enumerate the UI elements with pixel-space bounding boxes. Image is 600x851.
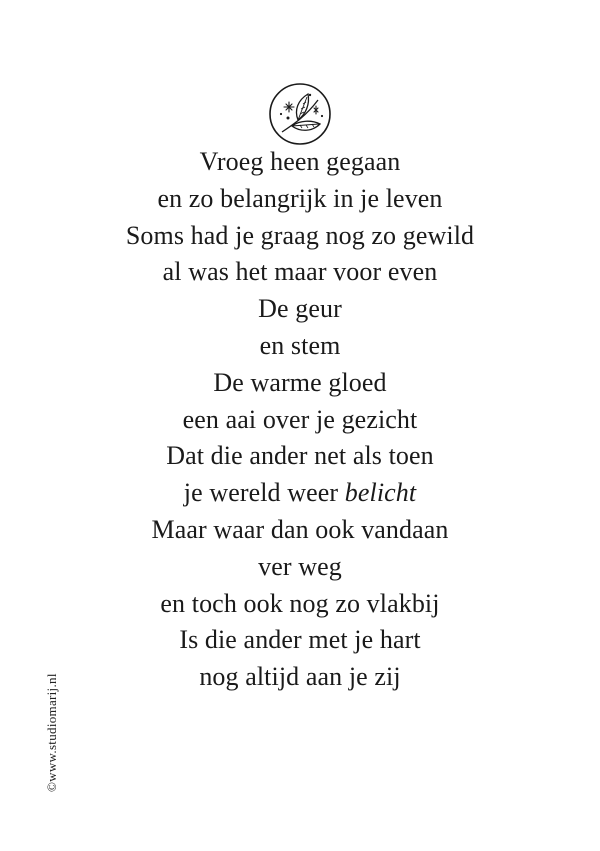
poem-line bbox=[0, 475, 600, 512]
poem-line: De geur bbox=[258, 294, 342, 324]
poem-line: Soms had je graag nog zo gewild bbox=[125, 220, 475, 250]
poem bbox=[0, 144, 600, 696]
poem-line: Maar waar dan ook vandaan bbox=[151, 514, 449, 544]
poem-line: nog altijd aan je zij bbox=[199, 662, 401, 692]
poem-line: Dat die ander net als toen bbox=[166, 441, 434, 471]
leaf-branch-stars-icon bbox=[268, 82, 332, 146]
poem-line: Vroeg heen gegaan bbox=[199, 147, 401, 176]
copyright-credit: ©www.studiomarij.nl bbox=[44, 673, 59, 792]
poem-line-italic-word: belicht bbox=[344, 478, 417, 508]
poem-line: De warme gloed bbox=[213, 367, 387, 397]
poem-line: al was het maar voor even bbox=[162, 257, 438, 287]
poem-line: een aai over je gezicht bbox=[182, 404, 418, 434]
poem-line: ver weg bbox=[258, 551, 342, 581]
poem-line: en stem bbox=[259, 330, 341, 360]
poem-line: en toch ook nog zo vlakbij bbox=[160, 588, 440, 618]
poem-line: en zo belangrijk in je leven bbox=[157, 183, 443, 213]
poem-line-text: je wereld weer bbox=[183, 478, 345, 508]
poem-line: Is die ander met je hart bbox=[179, 625, 421, 655]
